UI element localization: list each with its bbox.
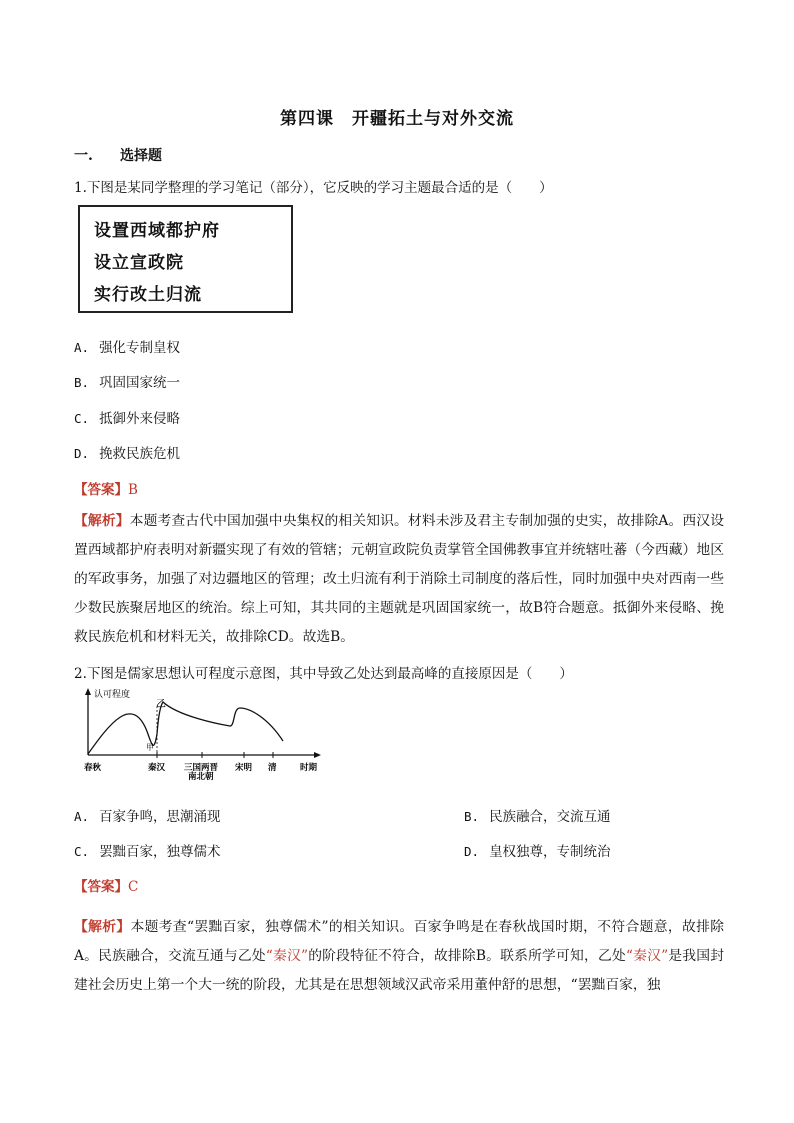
note-box (78, 205, 293, 313)
q2-option-a: A. 百家争鸣，思潮涌现 (74, 809, 221, 825)
answer-value: C (128, 879, 139, 895)
q1-answer (74, 478, 138, 498)
section-number: 一. (74, 148, 93, 164)
x-axis-arrow (314, 752, 321, 758)
q1-analysis (74, 507, 724, 652)
answer-value: B (128, 482, 138, 498)
acceptance-curve (88, 702, 283, 754)
q1-option-b: B. 巩固国家统一 (74, 375, 181, 391)
page-title: 第四课 开疆拓土与对外交流 (280, 109, 514, 129)
note-line: 实行改土归流 (94, 285, 202, 305)
q2-option-b: B. 民族融合，交流互通 (464, 809, 611, 825)
y-axis-label: 认可程度 (94, 690, 131, 700)
q2-option-c: C. 罢黜百家，独尊儒术 (74, 844, 221, 860)
highlight-qinhan: “秦汉” (625, 948, 669, 964)
section-heading (74, 145, 162, 165)
question-2-stem: 2.下图是儒家思想认可程度示意图，其中导致乙处达到最高峰的直接原因是（ ） (74, 666, 573, 682)
question-1-stem: 1.下图是某同学整理的学习笔记（部分），它反映的学习主题最合适的是（ ） (74, 180, 553, 196)
analysis-text: 本题考查古代中国加强中央集权的相关知识。材料未涉及君主专制加强的史实，故排除A。西汉设置西域都护府表明对新疆实现了有效的管辖；元朝宣政院负责掌管全国佛教事宜并统辖吐蕃（今西藏）地区的军政事务，加强了对边疆地区的管理；改土归流有利于消除土司制度的落后性，同时加强中央对西南一些少数民族聚居地区的统治。综上可知，其共同的主题就是巩固国家统一，故B符合题意。抵御外来侵略、挽救民族危机和材料无关，故排除CD。故选B。 (74, 513, 724, 645)
tick-label: 三国两晋 (184, 763, 219, 773)
y-axis-arrow (85, 688, 91, 695)
analysis-tag: 【解析】 (74, 919, 131, 935)
analysis-text: 的阶段特征不符合，故排除B。联系所学可知，乙处 (308, 948, 626, 964)
q2-analysis (74, 913, 724, 1000)
acceptance-chart (78, 686, 328, 782)
peak-label-yi: 乙 (156, 699, 166, 710)
q2-option-d: D. 皇权独尊，专制统治 (464, 844, 611, 860)
note-line: 设置西域都护府 (94, 221, 220, 241)
tick-label: 秦汉 (148, 763, 166, 773)
note-line: 设立宣政院 (94, 253, 184, 273)
section-label: 选择题 (120, 148, 162, 164)
tick-label: 春秋 (84, 763, 102, 773)
tick-label: 清 (268, 763, 277, 773)
analysis-text: 本题考查“罢黜百家，独尊儒术”的相关知识。百家争鸣是在春秋战国时期，不符合题意，故排除A。民族融合，交流互通与乙处 (74, 919, 725, 964)
q2-answer (74, 875, 138, 895)
answer-tag: 【答案】 (74, 482, 128, 498)
answer-tag: 【答案】 (74, 879, 128, 895)
analysis-text: 是我国封建社会历史上第一个大一统的阶段，尤其是在思想领域汉武帝采用董仲舒的思想，“罢黜百家，独 (74, 948, 725, 993)
x-axis-label: 时期 (300, 763, 318, 773)
tick-label: 南北朝 (188, 772, 214, 782)
highlight-qinhan: “秦汉” (265, 948, 309, 964)
analysis-tag: 【解析】 (74, 513, 130, 529)
q1-option-a: A. 强化专制皇权 (74, 340, 181, 356)
q1-option-c: C. 抵御外来侵略 (74, 411, 181, 427)
q1-option-d: D. 挽救民族危机 (74, 446, 181, 462)
tick-label: 宋明 (235, 763, 253, 773)
peak-label-jia: 甲 (146, 743, 154, 752)
